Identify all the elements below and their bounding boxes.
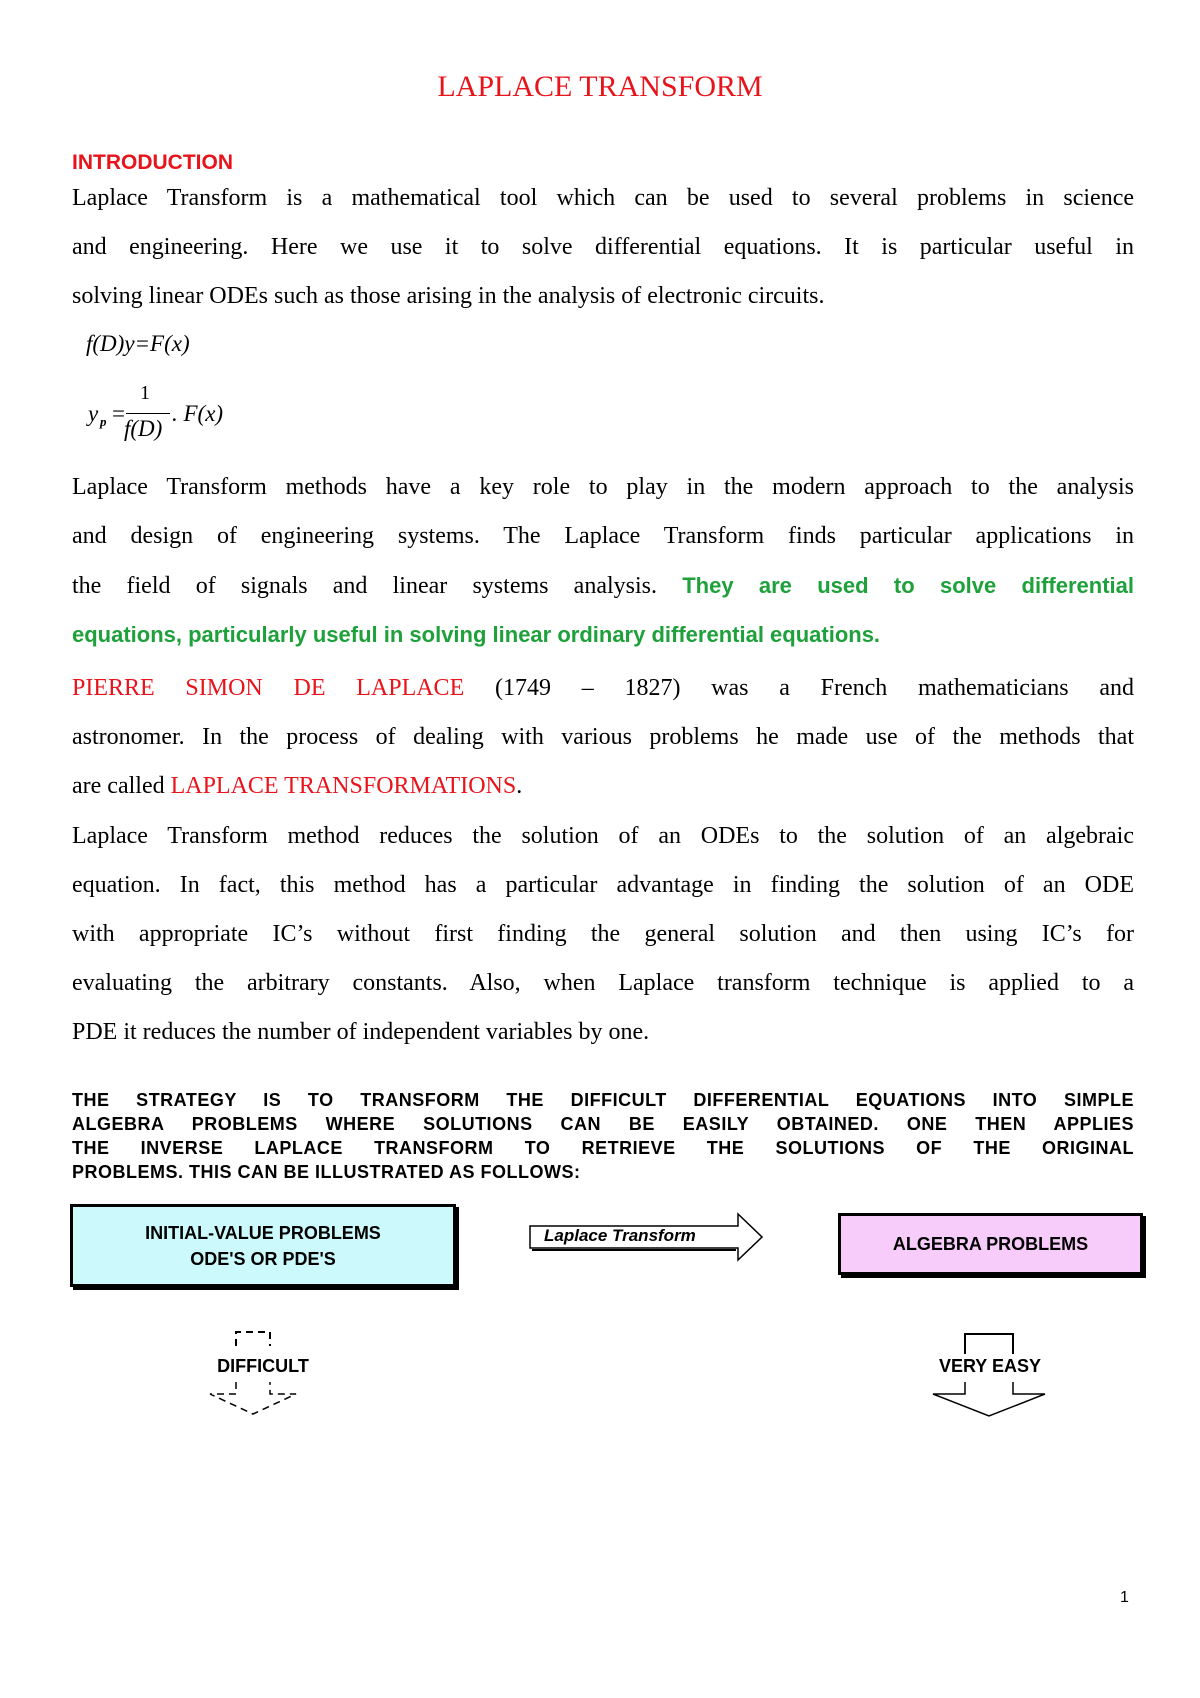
laplace-line3-suffix: . bbox=[516, 773, 523, 799]
dashed-down-arrow-icon bbox=[200, 1326, 330, 1438]
intro-line: and engineering. Here we use it to solve differential equations. It is particular useful in bbox=[72, 234, 1134, 260]
intro-line: solving linear ODEs such as those arising in the analysis of electronic circuits. bbox=[72, 283, 825, 309]
laplace-line bbox=[72, 664, 1134, 713]
eq2-numerator: 1 bbox=[140, 382, 150, 404]
eq2-subscript: p bbox=[100, 414, 107, 429]
strategy-line: THE STRATEGY IS TO TRANSFORM THE DIFFICULT DIFFERENTIAL EQUATIONS INTO SIMPLE bbox=[72, 1090, 1134, 1110]
eq2-equals: = bbox=[112, 401, 125, 426]
strategy-line: ALGEBRA PROBLEMS WHERE SOLUTIONS CAN BE EASILY OBTAINED. ONE THEN APPLIES bbox=[72, 1114, 1134, 1134]
difficult-label: DIFFICULT bbox=[217, 1356, 309, 1376]
methods-line3-text: the field of signals and linear systems analysis. bbox=[72, 573, 657, 599]
reduce-line: with appropriate IC’s without first finding the general solution and then using IC’s for bbox=[72, 921, 1134, 947]
strategy-line: THE INVERSE LAPLACE TRANSFORM TO RETRIEVE THE SOLUTIONS OF THE ORIGINAL bbox=[72, 1138, 1134, 1158]
equation-fdy: f(D)y=F(x) bbox=[86, 331, 190, 356]
equation-particular-solution bbox=[88, 382, 308, 444]
box2-label: ALGEBRA PROBLEMS bbox=[892, 1234, 1089, 1254]
laplace-transform-arrow-label: Laplace Transform bbox=[544, 1226, 696, 1245]
reduce-line: equation. In fact, this method has a particular advantage in finding the solution of an ODE bbox=[72, 872, 1134, 898]
intro-paragraph bbox=[72, 174, 1134, 321]
reduce-paragraph bbox=[72, 812, 1134, 1057]
laplace-transformations-term: LAPLACE TRANSFORMATIONS bbox=[170, 773, 517, 799]
eq2-denominator: f(D) bbox=[124, 416, 163, 441]
methods-paragraph bbox=[72, 463, 1134, 659]
highlight-green-text: They are used to solve differential bbox=[682, 573, 1134, 598]
methods-line: Laplace Transform methods have a key role to play in the modern approach to the analysis bbox=[72, 474, 1134, 500]
section-heading: INTRODUCTION bbox=[72, 151, 233, 174]
solid-down-arrow-icon bbox=[925, 1326, 1055, 1438]
methods-line bbox=[72, 561, 1134, 610]
laplace-line3-prefix: are called bbox=[72, 773, 165, 799]
laplace-line bbox=[72, 762, 1134, 811]
laplace-name: PIERRE SIMON DE LAPLACE bbox=[72, 675, 465, 701]
laplace-line: astronomer. In the process of dealing with various problems he made use of the methods that bbox=[72, 724, 1134, 750]
laplace-paragraph bbox=[72, 664, 1134, 811]
page-number: 1 bbox=[1120, 1589, 1129, 1606]
page-title: LAPLACE TRANSFORM bbox=[437, 70, 763, 103]
initial-value-problems-box bbox=[70, 1204, 456, 1287]
eq2-fraction-bar bbox=[126, 413, 170, 414]
eq2-rhs: . F(x) bbox=[172, 401, 224, 426]
reduce-line: Laplace Transform method reduces the solution of an ODEs to the solution of an algebraic bbox=[72, 823, 1134, 849]
reduce-line: evaluating the arbitrary constants. Also, when Laplace transform technique is applied to a bbox=[72, 970, 1134, 996]
box1-line1: INITIAL-VALUE PROBLEMS bbox=[145, 1222, 381, 1243]
laplace-line1-rest: (1749 – 1827) was a French mathematicians and bbox=[494, 675, 1135, 701]
strategy-line: PROBLEMS. THIS CAN BE ILLUSTRATED AS FOLLOWS: bbox=[72, 1162, 581, 1182]
strategy-text bbox=[72, 1088, 1134, 1184]
box1-line2: ODE'S OR PDE'S bbox=[190, 1248, 336, 1269]
intro-line: Laplace Transform is a mathematical tool which can be used to several problems in science bbox=[72, 185, 1134, 211]
box1-text bbox=[145, 1220, 381, 1272]
reduce-line: PDE it reduces the number of independent variables by one. bbox=[72, 1019, 650, 1045]
very-easy-label: VERY EASY bbox=[938, 1356, 1042, 1376]
highlight-green-text: equations, particularly useful in solving linear ordinary differential equations. bbox=[72, 622, 881, 647]
algebra-problems-box bbox=[838, 1213, 1143, 1275]
eq2-lhs: y bbox=[88, 401, 99, 426]
methods-line: and design of engineering systems. The Laplace Transform finds particular applications in bbox=[72, 523, 1134, 549]
